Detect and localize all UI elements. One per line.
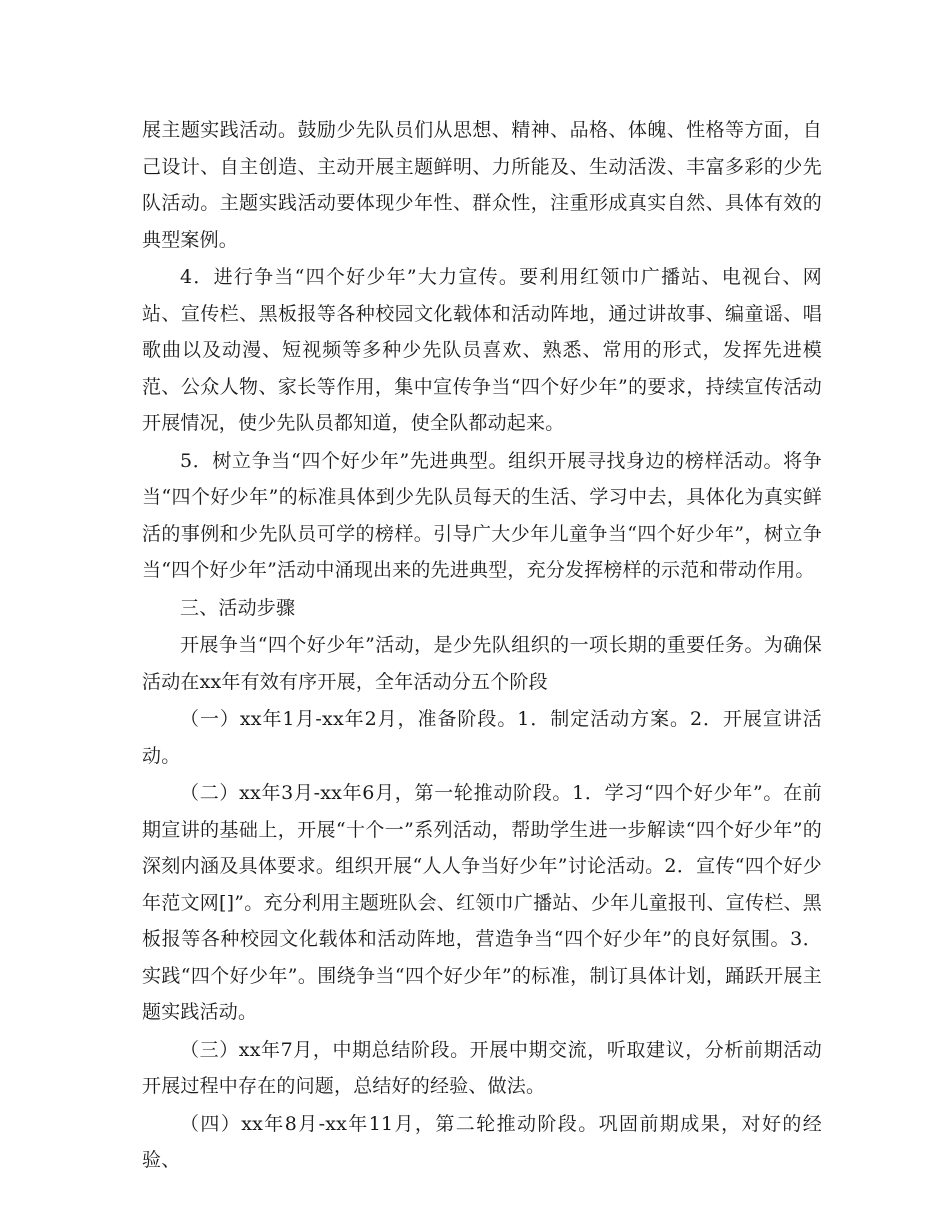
section-heading-activity-steps: 三、活动步骤 <box>180 596 296 619</box>
document-body <box>142 112 822 1179</box>
paragraph-activity-overview: 开展争当“四个好少年”活动，是少先队组织的一项长期的重要任务。为确保活动在xx年有效有序开展，全年活动分五个阶段 <box>142 634 822 693</box>
paragraph-stage-1: （一）xx年1月-xx年2月，准备阶段。1．制定活动方案。2．开展宣讲活动。 <box>142 708 822 767</box>
paragraph-stage-4: （四）xx年8月-xx年11月，第二轮推动阶段。巩固前期成果，对好的经验、 <box>142 1112 822 1171</box>
paragraph-stage-2: （二）xx年3月-xx年6月，第一轮推动阶段。1．学习“四个好少年”。在前期宣讲的基础上，开展“十个一”系列活动，帮助学生进一步解读“四个好少年”的深刻内涵及具体要求。组织开展“人人争当好少年”讨论活动。2．宣传“四个好少年范文网[]”。充分利用主题班队会、红领巾广播站、少年儿童报刊、宣传栏、黑板报等各种校园文化载体和活动阵地，营造争当“四个好少年”的良好氛围。3．实践“四个好少年”。围绕争当“四个好少年”的标准，制订具体计划，踊跃开展主题实践活动。 <box>142 782 822 1023</box>
paragraph-stage-3: （三）xx年7月，中期总结阶段。开展中期交流，听取建议，分析前期活动开展过程中存在的问题，总结好的经验、做法。 <box>142 1038 822 1097</box>
paragraph-publicity: 4．进行争当“四个好少年”大力宣传。要利用红领巾广播站、电视台、网站、宣传栏、黑板报等各种校园文化载体和活动阵地，通过讲故事、编童谣、唱歌曲以及动漫、短视频等多种少先队员喜欢、熟悉、常用的形式，发挥先进模范、公众人物、家长等作用，集中宣传争当“四个好少年”的要求，持续宣传活动开展情况，使少先队员都知道，使全队都动起来。 <box>142 266 822 434</box>
paragraph-role-models: 5．树立争当“四个好少年”先进典型。组织开展寻找身边的榜样活动。将争当“四个好少年”的标准具体到少先队员每天的生活、学习中去，具体化为真实鲜活的事例和少先队员可学的榜样。引导广大少年儿童争当“四个好少年”，树立争当“四个好少年”活动中涌现出来的先进典型，充分发挥榜样的示范和带动作用。 <box>142 449 822 581</box>
paragraph-theme-practice: 展主题实践活动。鼓励少先队员们从思想、精神、品格、体魄、性格等方面，自己设计、自主创造、主动开展主题鲜明、力所能及、生动活泼、丰富多彩的少先队活动。主题实践活动要体现少年性、群众性，注重形成真实自然、具体有效的典型案例。 <box>142 119 822 251</box>
